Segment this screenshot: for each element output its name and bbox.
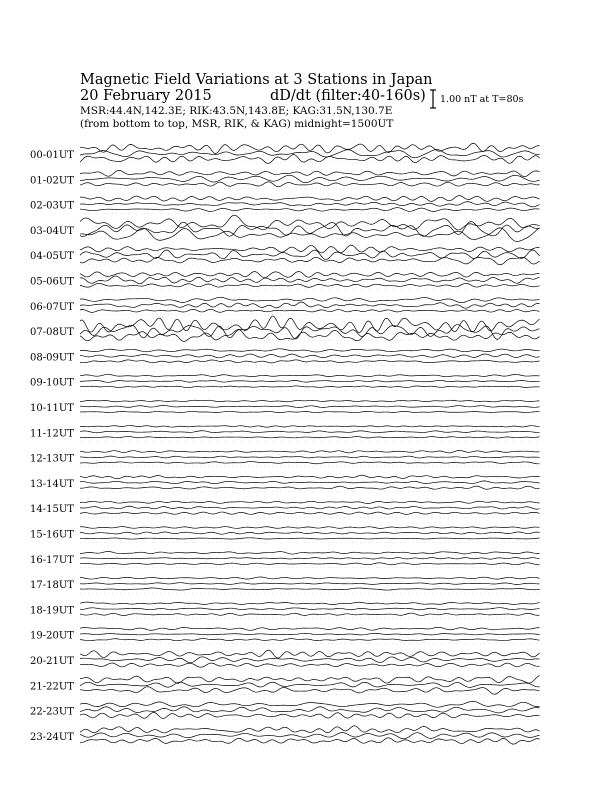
trace-kag [80,316,540,332]
hour-row [30,650,540,669]
hour-row [30,475,540,492]
station-coordinates: MSR:44.4N,142.3E; RIK:43.5N,143.8E; KAG:31.5N,130.7E [80,105,393,117]
trace-kag [80,271,540,277]
trace-kag [80,726,540,733]
trace-msr [80,155,540,164]
trace-msr [80,437,540,439]
trace-kag [80,676,540,684]
hour-label: 08-09UT [30,352,74,364]
trace-msr [80,613,540,615]
hour-row [30,316,540,341]
trace-msr [80,411,540,412]
hour-row [30,400,540,416]
trace-kag [80,426,540,428]
trace-msr [80,182,540,187]
trace-msr [80,309,540,312]
trace-kag [80,297,540,302]
hour-row [30,196,540,214]
hour-label: 16-17UT [30,554,74,566]
hour-row [30,271,540,289]
trace-msr [80,687,540,694]
trace-kag [80,374,540,376]
trace-kag [80,501,540,503]
hour-label: 23-24UT [30,731,74,743]
trace-msr [80,639,540,641]
trace-kag [80,215,540,230]
trace-kag [80,475,540,479]
hour-row [30,527,540,543]
hour-row [30,701,540,719]
trace-msr [80,712,540,718]
trace-rik [80,733,540,739]
hour-row [30,627,540,643]
hour-row [30,297,540,315]
hour-row [30,245,540,265]
hour-label: 20-21UT [30,656,74,667]
trace-msr [80,208,540,212]
hour-label: 11-12UT [30,428,74,440]
chart-component: dD/dt (filter:40-160s) [270,88,426,104]
trace-kag [80,527,540,529]
hour-row [30,552,540,568]
hour-row [30,143,540,163]
hour-row [30,349,540,366]
trace-msr [80,486,540,489]
hour-label: 12-13UT [30,453,74,465]
hour-row [30,170,540,188]
hour-row [30,501,540,517]
scale-label: 1.00 nT at T=80s [440,94,524,105]
trace-msr [80,563,540,565]
trace-kag [80,349,540,352]
hour-label: 15-16UT [30,529,74,541]
hour-label: 00-01UT [30,150,74,161]
trace-rik [80,354,540,358]
trace-kag [80,602,540,604]
trace-msr [80,738,540,744]
trace-rik [80,657,540,663]
hour-row [30,374,540,390]
hour-label: 19-20UT [30,630,74,642]
hour-label: 17-18UT [30,580,74,592]
hour-label: 21-22UT [30,681,74,693]
hour-label: 05-06UT [30,276,74,288]
trace-kag [80,400,540,402]
hour-row [30,676,540,695]
hour-row [30,215,540,241]
trace-kag [80,627,540,630]
trace-rik [80,202,540,207]
trace-rik [80,150,540,158]
trace-msr [80,462,540,464]
trace-rik [80,405,540,407]
hour-row [30,602,540,618]
chart-title: Magnetic Field Variations at 3 Stations in Japan [80,72,433,88]
hour-label: 14-15UT [30,504,74,516]
hour-label: 03-04UT [30,225,74,237]
trace-rik [80,707,540,713]
trace-msr [80,386,540,388]
trace-rik [80,380,540,382]
trace-kag [80,245,540,253]
trace-rik [80,506,540,509]
hour-label: 06-07UT [30,301,74,313]
trace-rik [80,456,540,458]
trace-msr [80,588,540,590]
hour-row [30,450,540,466]
trace-msr [80,538,540,539]
station-order-note: (from bottom to top, MSR, RIK, & KAG) midnight=1500UT [80,118,394,130]
trace-msr [80,283,540,287]
hour-row [30,726,540,745]
hour-label: 22-23UT [30,706,74,718]
trace-rik [80,608,540,610]
hour-label: 02-03UT [30,200,74,212]
chart-date: 20 February 2015 [80,88,212,104]
trace-msr [80,663,540,667]
trace-rik [80,583,540,585]
trace-kag [80,450,540,452]
hour-label: 07-08UT [30,327,74,339]
hour-row [30,577,540,593]
trace-msr [80,512,540,514]
trace-kag [80,577,540,579]
trace-msr [80,360,540,363]
trace-kag [80,552,540,555]
trace-rik [80,532,540,534]
hour-label: 01-02UT [30,175,74,187]
hour-label: 13-14UT [30,478,74,490]
trace-rik [80,481,540,484]
hour-label: 10-11UT [30,403,74,414]
trace-kag [80,196,540,202]
hour-label: 09-10UT [30,377,74,389]
hour-label: 04-05UT [30,251,74,263]
trace-rik [80,558,540,560]
trace-rik [80,325,540,340]
trace-kag [80,650,540,658]
trace-msr [80,257,540,264]
trace-rik [80,175,540,182]
trace-rik [80,633,540,635]
trace-kag [80,170,540,176]
trace-kag [80,701,540,707]
hour-label: 18-19UT [30,605,74,617]
hour-row [30,426,540,442]
trace-rik [80,302,540,308]
trace-rik [80,431,540,433]
